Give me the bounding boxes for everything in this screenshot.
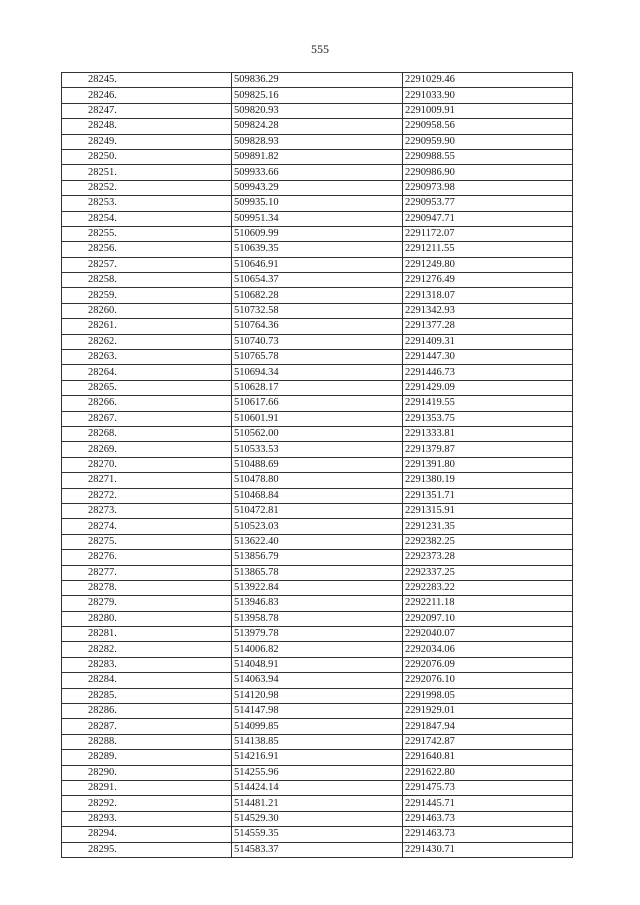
table-row [62,350,573,365]
x-coordinate-cell: 514216.91 [232,750,403,765]
table-row [62,442,573,457]
point-id-cell: 28246. [62,88,232,103]
point-id-cell: 28250. [62,149,232,164]
x-coordinate-cell: 510694.34 [232,365,403,380]
point-id-cell: 28275. [62,534,232,549]
point-id-cell: 28281. [62,627,232,642]
y-coordinate-cell: 2291998.05 [403,688,573,703]
y-coordinate-cell: 2292337.25 [403,565,573,580]
point-id-cell: 28276. [62,550,232,565]
y-coordinate-cell: 2291463.73 [403,827,573,842]
table-row [62,704,573,719]
x-coordinate-cell: 509825.16 [232,88,403,103]
point-id-cell: 28253. [62,196,232,211]
x-coordinate-cell: 514147.98 [232,704,403,719]
point-id-cell: 28288. [62,734,232,749]
page-number: 555 [311,42,329,56]
x-coordinate-cell: 510639.35 [232,242,403,257]
x-coordinate-cell: 513946.83 [232,596,403,611]
point-id-cell: 28260. [62,303,232,318]
table-row [62,119,573,134]
table-row [62,611,573,626]
x-coordinate-cell: 509943.29 [232,180,403,195]
y-coordinate-cell: 2290986.90 [403,165,573,180]
y-coordinate-cell: 2292076.09 [403,657,573,672]
point-id-cell: 28271. [62,473,232,488]
x-coordinate-cell: 509935.10 [232,196,403,211]
table-row [62,88,573,103]
table-row [62,334,573,349]
x-coordinate-cell: 510765.78 [232,350,403,365]
table-row [62,473,573,488]
y-coordinate-cell: 2291430.71 [403,842,573,857]
point-id-cell: 28269. [62,442,232,457]
x-coordinate-cell: 510654.37 [232,273,403,288]
y-coordinate-cell: 2291276.49 [403,273,573,288]
x-coordinate-cell: 509836.29 [232,73,403,88]
x-coordinate-cell: 514255.96 [232,765,403,780]
y-coordinate-cell: 2291333.81 [403,426,573,441]
point-id-cell: 28251. [62,165,232,180]
y-coordinate-cell: 2292040.07 [403,627,573,642]
table-row [62,842,573,857]
y-coordinate-cell: 2292373.28 [403,550,573,565]
point-id-cell: 28264. [62,365,232,380]
table-row [62,426,573,441]
table-row [62,765,573,780]
point-id-cell: 28267. [62,411,232,426]
point-id-cell: 28286. [62,704,232,719]
table-row [62,719,573,734]
table-row [62,827,573,842]
point-id-cell: 28259. [62,288,232,303]
x-coordinate-cell: 509824.28 [232,119,403,134]
y-coordinate-cell: 2291351.71 [403,488,573,503]
point-id-cell: 28292. [62,796,232,811]
y-coordinate-cell: 2291315.91 [403,503,573,518]
y-coordinate-cell: 2292076.10 [403,673,573,688]
x-coordinate-cell: 510533.53 [232,442,403,457]
point-id-cell: 28248. [62,119,232,134]
table-row [62,103,573,118]
y-coordinate-cell: 2291447.30 [403,350,573,365]
point-id-cell: 28291. [62,780,232,795]
y-coordinate-cell: 2291409.31 [403,334,573,349]
coordinates-table-body [62,73,573,858]
x-coordinate-cell: 509933.66 [232,165,403,180]
point-id-cell: 28265. [62,380,232,395]
x-coordinate-cell: 514559.35 [232,827,403,842]
point-id-cell: 28272. [62,488,232,503]
y-coordinate-cell: 2291429.09 [403,380,573,395]
table-row [62,319,573,334]
table-row [62,134,573,149]
point-id-cell: 28261. [62,319,232,334]
table-row [62,565,573,580]
table-row [62,519,573,534]
table-row [62,796,573,811]
table-row [62,165,573,180]
table-row [62,196,573,211]
point-id-cell: 28295. [62,842,232,857]
table-row [62,457,573,472]
x-coordinate-cell: 510628.17 [232,380,403,395]
table-row [62,242,573,257]
x-coordinate-cell: 513622.40 [232,534,403,549]
x-coordinate-cell: 510601.91 [232,411,403,426]
y-coordinate-cell: 2291742.87 [403,734,573,749]
x-coordinate-cell: 510682.28 [232,288,403,303]
table-row [62,780,573,795]
table-row [62,534,573,549]
y-coordinate-cell: 2291009.91 [403,103,573,118]
coordinates-table [61,72,573,858]
y-coordinate-cell: 2292097.10 [403,611,573,626]
table-row [62,503,573,518]
x-coordinate-cell: 509820.93 [232,103,403,118]
x-coordinate-cell: 514138.85 [232,734,403,749]
x-coordinate-cell: 514099.85 [232,719,403,734]
x-coordinate-cell: 510617.66 [232,396,403,411]
x-coordinate-cell: 513958.78 [232,611,403,626]
table-row [62,365,573,380]
x-coordinate-cell: 514006.82 [232,642,403,657]
point-id-cell: 28258. [62,273,232,288]
x-coordinate-cell: 510609.99 [232,226,403,241]
point-id-cell: 28252. [62,180,232,195]
y-coordinate-cell: 2291379.87 [403,442,573,457]
point-id-cell: 28255. [62,226,232,241]
y-coordinate-cell: 2291172.07 [403,226,573,241]
table-row [62,180,573,195]
table-row [62,673,573,688]
table-row [62,627,573,642]
y-coordinate-cell: 2290959.90 [403,134,573,149]
point-id-cell: 28279. [62,596,232,611]
table-row [62,734,573,749]
point-id-cell: 28249. [62,134,232,149]
x-coordinate-cell: 509828.93 [232,134,403,149]
y-coordinate-cell: 2292283.22 [403,580,573,595]
x-coordinate-cell: 514424.14 [232,780,403,795]
y-coordinate-cell: 2291318.07 [403,288,573,303]
table-row [62,411,573,426]
table-row [62,688,573,703]
point-id-cell: 28274. [62,519,232,534]
x-coordinate-cell: 513979.78 [232,627,403,642]
x-coordinate-cell: 510764.36 [232,319,403,334]
point-id-cell: 28254. [62,211,232,226]
x-coordinate-cell: 510732.58 [232,303,403,318]
y-coordinate-cell: 2291211.55 [403,242,573,257]
y-coordinate-cell: 2291353.75 [403,411,573,426]
table-row [62,288,573,303]
table-row [62,750,573,765]
table-row [62,303,573,318]
point-id-cell: 28289. [62,750,232,765]
y-coordinate-cell: 2291391.80 [403,457,573,472]
y-coordinate-cell: 2291342.93 [403,303,573,318]
y-coordinate-cell: 2291640.81 [403,750,573,765]
y-coordinate-cell: 2292382.25 [403,534,573,549]
point-id-cell: 28278. [62,580,232,595]
x-coordinate-cell: 510478.80 [232,473,403,488]
x-coordinate-cell: 514063.94 [232,673,403,688]
y-coordinate-cell: 2291622.80 [403,765,573,780]
point-id-cell: 28284. [62,673,232,688]
point-id-cell: 28268. [62,426,232,441]
y-coordinate-cell: 2291419.55 [403,396,573,411]
y-coordinate-cell: 2291463.73 [403,811,573,826]
table-row [62,73,573,88]
y-coordinate-cell: 2291475.73 [403,780,573,795]
y-coordinate-cell: 2290958.56 [403,119,573,134]
point-id-cell: 28277. [62,565,232,580]
point-id-cell: 28293. [62,811,232,826]
y-coordinate-cell: 2291029.46 [403,73,573,88]
x-coordinate-cell: 514120.98 [232,688,403,703]
x-coordinate-cell: 514481.21 [232,796,403,811]
y-coordinate-cell: 2290988.55 [403,149,573,164]
x-coordinate-cell: 513856.79 [232,550,403,565]
table-row [62,657,573,672]
point-id-cell: 28247. [62,103,232,118]
point-id-cell: 28285. [62,688,232,703]
x-coordinate-cell: 514048.91 [232,657,403,672]
table-row [62,257,573,272]
point-id-cell: 28263. [62,350,232,365]
y-coordinate-cell: 2291847.94 [403,719,573,734]
y-coordinate-cell: 2292211.18 [403,596,573,611]
x-coordinate-cell: 510562.00 [232,426,403,441]
y-coordinate-cell: 2291249.80 [403,257,573,272]
point-id-cell: 28283. [62,657,232,672]
x-coordinate-cell: 510472.81 [232,503,403,518]
point-id-cell: 28266. [62,396,232,411]
point-id-cell: 28257. [62,257,232,272]
table-row [62,149,573,164]
y-coordinate-cell: 2292034.06 [403,642,573,657]
point-id-cell: 28290. [62,765,232,780]
table-row [62,380,573,395]
y-coordinate-cell: 2290953.77 [403,196,573,211]
point-id-cell: 28280. [62,611,232,626]
point-id-cell: 28282. [62,642,232,657]
point-id-cell: 28256. [62,242,232,257]
table-row [62,596,573,611]
y-coordinate-cell: 2291929.01 [403,704,573,719]
x-coordinate-cell: 513865.78 [232,565,403,580]
y-coordinate-cell: 2291445.71 [403,796,573,811]
y-coordinate-cell: 2291231.35 [403,519,573,534]
y-coordinate-cell: 2291377.28 [403,319,573,334]
x-coordinate-cell: 514529.30 [232,811,403,826]
y-coordinate-cell: 2291033.90 [403,88,573,103]
point-id-cell: 28262. [62,334,232,349]
table-row [62,273,573,288]
y-coordinate-cell: 2291446.73 [403,365,573,380]
x-coordinate-cell: 513922.84 [232,580,403,595]
table-row [62,580,573,595]
y-coordinate-cell: 2291380.19 [403,473,573,488]
table-row [62,550,573,565]
table-row [62,488,573,503]
table-row [62,211,573,226]
x-coordinate-cell: 509891.82 [232,149,403,164]
table-row [62,226,573,241]
x-coordinate-cell: 510468.84 [232,488,403,503]
x-coordinate-cell: 514583.37 [232,842,403,857]
table-row [62,811,573,826]
point-id-cell: 28245. [62,73,232,88]
x-coordinate-cell: 510523.03 [232,519,403,534]
point-id-cell: 28294. [62,827,232,842]
point-id-cell: 28287. [62,719,232,734]
x-coordinate-cell: 510740.73 [232,334,403,349]
point-id-cell: 28270. [62,457,232,472]
y-coordinate-cell: 2290947.71 [403,211,573,226]
table-row [62,642,573,657]
x-coordinate-cell: 510646.91 [232,257,403,272]
x-coordinate-cell: 510488.69 [232,457,403,472]
point-id-cell: 28273. [62,503,232,518]
table-row [62,396,573,411]
y-coordinate-cell: 2290973.98 [403,180,573,195]
x-coordinate-cell: 509951.34 [232,211,403,226]
